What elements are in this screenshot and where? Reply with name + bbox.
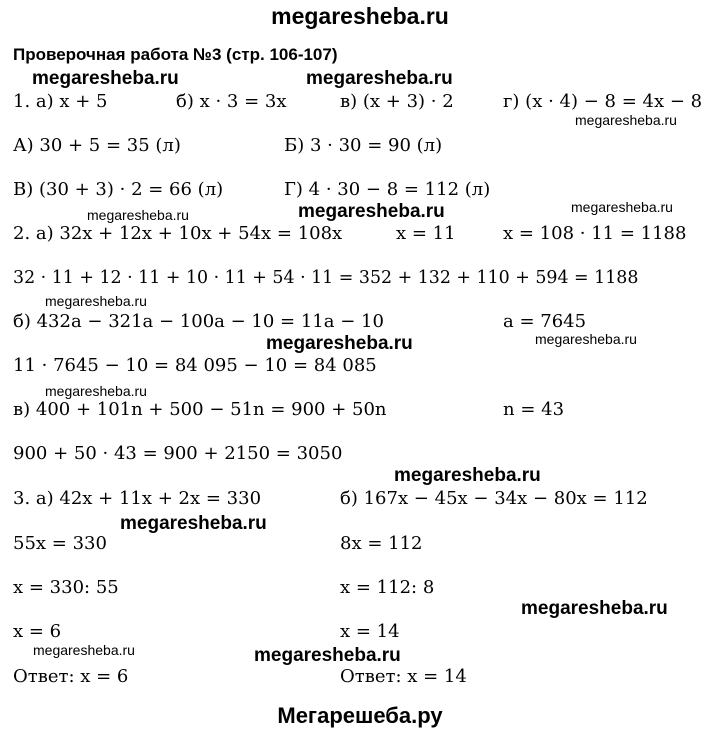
task2-v-equation: в) 400 + 101n + 500 − 51n = 900 + 50n [13, 399, 387, 420]
task1-b: б) x · 3 = 3x [176, 91, 287, 112]
task3-b-step3: x = 14 [340, 621, 400, 642]
task1-a: 1. а) x + 5 [13, 91, 108, 112]
watermark: megaresheba.ru [254, 645, 401, 666]
task3-b-answer: Ответ: x = 14 [340, 666, 467, 687]
task2-a-x: x = 11 [396, 223, 456, 244]
watermark: megaresheba.ru [266, 333, 413, 354]
task1-answer-v: В) (30 + 3) · 2 = 66 (л) [13, 179, 224, 200]
task2-b-equation: б) 432a − 321a − 100a − 10 = 11a − 10 [13, 311, 384, 332]
task3-a-step3: x = 6 [13, 621, 62, 642]
task2-a-result: x = 108 · 11 = 1188 [503, 223, 687, 244]
task3-b-equation: б) 167x − 45x − 34x − 80x = 112 [340, 488, 648, 509]
task1-v: в) (x + 3) · 2 [340, 91, 454, 112]
task2-a-equation: 2. а) 32x + 12x + 10x + 54x = 108x [13, 223, 343, 244]
watermark: megaresheba.ru [45, 383, 147, 399]
watermark: megaresheba.ru [120, 513, 267, 534]
task3-b-step2: x = 112: 8 [340, 577, 435, 598]
task3-a-equation: 3. а) 42x + 11x + 2x = 330 [13, 488, 262, 509]
task2-v-check: 900 + 50 · 43 = 900 + 2150 = 3050 [13, 443, 343, 464]
site-title: megaresheba.ru [271, 3, 449, 29]
site-footer-title: Мегарешеба.ру [277, 703, 443, 728]
task2-b-a: a = 7645 [503, 311, 587, 332]
watermark: megaresheba.ru [87, 207, 189, 223]
watermark: megaresheba.ru [571, 199, 673, 215]
task3-a-step1: 55x = 330 [13, 533, 107, 554]
task2-v-n: n = 43 [503, 399, 565, 420]
page-heading: Проверочная работа №3 (стр. 106-107) [13, 45, 338, 64]
task3-a-answer: Ответ: x = 6 [13, 666, 129, 687]
watermark: megaresheba.ru [521, 598, 668, 619]
watermark: megaresheba.ru [535, 331, 637, 347]
watermark: megaresheba.ru [575, 112, 677, 128]
task3-a-step2: x = 330: 55 [13, 577, 119, 598]
task1-answer-b: Б) 3 · 30 = 90 (л) [284, 135, 443, 156]
watermark: megaresheba.ru [394, 465, 541, 486]
task1-g: г) (x · 4) − 8 = 4x − 8 [503, 91, 703, 112]
watermark: megaresheba.ru [45, 293, 147, 309]
task3-b-step1: 8x = 112 [340, 533, 423, 554]
task1-answer-a: А) 30 + 5 = 35 (л) [13, 135, 181, 156]
task2-b-check: 11 · 7645 − 10 = 84 095 − 10 = 84 085 [13, 355, 377, 376]
watermark: megaresheba.ru [33, 642, 135, 658]
watermark: megaresheba.ru [298, 201, 445, 222]
watermark: megaresheba.ru [32, 68, 179, 89]
watermark: megaresheba.ru [306, 68, 453, 89]
task1-answer-g: Г) 4 · 30 − 8 = 112 (л) [284, 179, 491, 200]
task2-a-check: 32 · 11 + 12 · 11 + 10 · 11 + 54 · 11 = 352 + 132 + 110 + 594 = 1188 [13, 268, 639, 288]
